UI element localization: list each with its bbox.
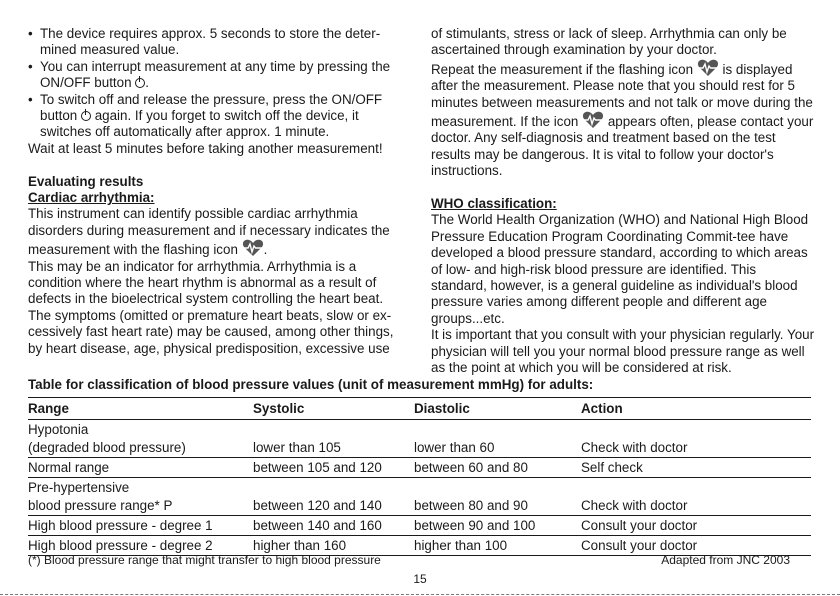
cell-systolic: between 120 and 140 bbox=[253, 496, 414, 516]
page-bottom-rule bbox=[0, 594, 840, 595]
cell-range: Hypotonia bbox=[28, 421, 89, 437]
cell-range: High blood pressure - degree 1 bbox=[28, 516, 253, 536]
table-row bbox=[28, 478, 811, 497]
cell-range: (degraded blood pressure) bbox=[28, 438, 253, 458]
arrhythmia-continued: of stimulants, stress or lack of sleep. Arrhythmia can only be ascertained through examination by your doctor. bbox=[431, 26, 787, 58]
list-item: • To switch off and release the pressure, press the ON/OFF button again. If you forget to switch off the device, it switches off automatically after approx. 1 minute. bbox=[28, 92, 400, 141]
list-item: • The device requires approx. 5 seconds to store the deter-mined measured value. bbox=[28, 26, 400, 59]
consult-paragraph: It is important that you consult with your physician regularly. Your physician will tell you your normal blood pressure range as well as the point at which you will be considered at risk. bbox=[431, 327, 815, 376]
repeat-measurement-paragraph: Repeat the measurement if the flashing icon is displayed after the measurement. Please note that you should rest for 5 minutes between measurements and not talk or move during the measurement. If the icon appears often, please contact your doctor. Any self-diagnosis and treatment based on the test results may be dangerous. It is vital to follow your doctor's instructions. bbox=[431, 59, 815, 180]
cell-diastolic: between 90 and 100 bbox=[414, 516, 581, 536]
instruction-list bbox=[28, 26, 400, 141]
power-button-icon bbox=[135, 78, 145, 88]
cell-action: Consult your doctor bbox=[581, 536, 811, 556]
cell-range: Pre-hypertensive bbox=[28, 479, 130, 495]
table-footnote: (*) Blood pressure range that might transfer to high blood pressure bbox=[28, 553, 381, 567]
subheading-who: WHO classification: bbox=[431, 196, 557, 212]
header-systolic: Systolic bbox=[253, 398, 414, 420]
heart-arrhythmia-icon bbox=[697, 59, 719, 77]
cell-diastolic: between 60 and 80 bbox=[414, 458, 581, 478]
table-row bbox=[28, 420, 811, 439]
wait-instruction: Wait at least 5 minutes before taking another measurement! bbox=[28, 140, 383, 156]
table-source: Adapted from JNC 2003 bbox=[661, 553, 790, 567]
bp-classification-table bbox=[28, 397, 811, 556]
section-heading-evaluating: Evaluating results bbox=[28, 173, 144, 189]
cell-action: Self check bbox=[581, 458, 811, 478]
table-row bbox=[28, 458, 811, 478]
page-number: 15 bbox=[413, 572, 427, 586]
cell-action: Consult your doctor bbox=[581, 516, 811, 536]
arrhythmia-explanation: This may be an indicator for arrhythmia. Arrhythmia is a condition where the heart rhythm is abnormal as a result of defects in the bioelectrical system controlling the heart beat. The symptoms (omitted or premature heart beats, slow or ex-cessively fast heart rate) may be caused, among other things, by heart disease, age, physical predisposition, excessive use bbox=[28, 258, 394, 356]
header-diastolic: Diastolic bbox=[414, 398, 581, 420]
who-paragraph: The World Health Organization (WHO) and National High Blood Pressure Education Program Coordinating Commit-tee have developed a blood pressure standard, according to which areas of low- and high-risk blood pressure are identified. This standard, however, is a general guideline as individual's blood pressure varies among different people and different age groups...etc. bbox=[431, 212, 809, 326]
cell-action: Check with doctor bbox=[581, 496, 811, 516]
cell-diastolic: lower than 60 bbox=[414, 438, 581, 458]
cell-range: High blood pressure - degree 2 bbox=[28, 536, 253, 556]
cell-systolic: lower than 105 bbox=[253, 438, 414, 458]
cell-systolic: higher than 160 bbox=[253, 536, 414, 556]
cell-diastolic: between 80 and 90 bbox=[414, 496, 581, 516]
table-row bbox=[28, 438, 811, 458]
table-row bbox=[28, 496, 811, 516]
table-row bbox=[28, 516, 811, 536]
cell-diastolic: higher than 100 bbox=[414, 536, 581, 556]
power-button-icon bbox=[81, 111, 91, 121]
right-column bbox=[431, 26, 815, 377]
cell-systolic: between 105 and 120 bbox=[253, 458, 414, 478]
subheading-arrhythmia: Cardiac arrhythmia: bbox=[28, 190, 155, 206]
header-range: Range bbox=[28, 398, 253, 420]
cell-range: Normal range bbox=[28, 458, 253, 478]
table-title: Table for classification of blood pressure values (unit of measurement mmHg) for adults: bbox=[28, 377, 594, 392]
list-item: • You can interrupt measurement at any time by pressing the ON/OFF button . bbox=[28, 59, 400, 92]
table-header-row bbox=[28, 398, 811, 420]
cell-systolic: between 140 and 160 bbox=[253, 516, 414, 536]
heart-arrhythmia-icon bbox=[242, 239, 264, 257]
cell-action: Check with doctor bbox=[581, 438, 811, 458]
header-action: Action bbox=[581, 398, 811, 420]
left-column bbox=[28, 26, 400, 357]
cell-range: blood pressure range* P bbox=[28, 496, 253, 516]
arrhythmia-paragraph: This instrument can identify possible cardiac arrhythmia disorders during measurement and if necessary indicates the measurement with the flashing icon . bbox=[28, 206, 390, 258]
heart-arrhythmia-icon bbox=[582, 111, 604, 129]
